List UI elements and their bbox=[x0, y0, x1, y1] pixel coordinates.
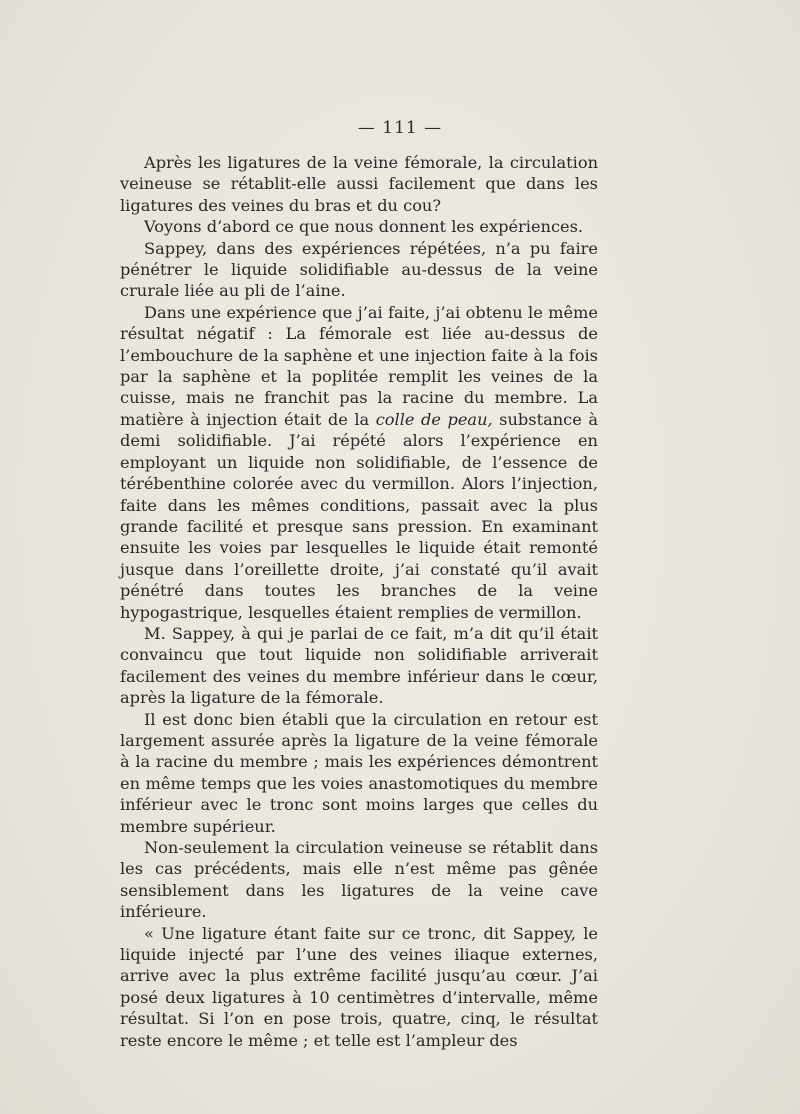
paragraph bbox=[120, 302, 598, 623]
paragraph: Après les ligatures de la veine fémorale, la circulation veineuse se rétablit-elle aussi facilement que dans les ligatures des veines du bras et du cou? bbox=[120, 153, 598, 215]
paragraph-text: Dans une expérience que j’ai faite, j’ai obtenu le même résultat négatif : La fémorale est liée au-dessus de l’embouchure de la saphène et une injection faite à la fois par la saphène et la poplitée remplit les veines de la cuisse, mais ne franchit pas la racine du membre. La matière à injection était de la bbox=[120, 302, 598, 429]
paragraph: Non-seulement la circulation veineuse se rétablit dans les cas précédents, mais elle n’est même pas gênée sensiblement dans les ligatures de la veine cave inférieure. bbox=[120, 838, 598, 922]
italic-term: colle de peau, bbox=[375, 409, 493, 429]
paragraph: Voyons d’abord ce que nous donnent les expériences. bbox=[144, 217, 584, 237]
paragraph-text: substance à demi solidifiable. J’ai répété alors l’expérience en employant un liquide non solidifiable, de l’essence de térébenthine colorée avec du vermillon. Alors l’injection, faite dans les mêmes conditions, passait avec la plus grande facilité et presque sans pression. En examinant ensuite les voies par lesquelles le liquide était remonté jusque dans l’oreillette droite, j’ai constaté qu’il avait pénétré dans toutes les branches de la veine hypogastrique, lesquelles étaient remplies de vermillon. bbox=[120, 409, 598, 622]
paragraph: Sappey, dans des expériences répétées, n’a pu faire pénétrer le liquide solidifiable au-dessus de la veine crurale liée au pli de l’aine. bbox=[120, 238, 598, 301]
page-body bbox=[120, 152, 598, 1051]
paragraph: M. Sappey, à qui je parlai de ce fait, m’a dit qu’il était convaincu que tout liquide non solidifiable arriverait facilement des veines du membre inférieur dans le cœur, après la ligature de la fémorale. bbox=[120, 623, 598, 708]
page-number: — 111 — bbox=[357, 118, 443, 138]
paragraph: Il est donc bien établi que la circulation en retour est largement assurée après la ligature de la veine fémorale à la racine du membre ; mais les expériences démontrent en même temps que les voies anastomotiques du membre inférieur avec le tronc sont moins larges que celles du membre supérieur. bbox=[120, 709, 598, 836]
paragraph: « Une ligature étant faite sur ce tronc, dit Sappey, le liquide injecté par l’une des veines iliaque externes, arrive avec la plus extrême facilité jusqu’au cœur. J’ai posé deux ligatures à 10 centimètres d’intervalle, même résultat. Si l’on en pose trois, quatre, cinq, le résultat reste encore le même ; et telle est l’ampleur des bbox=[120, 923, 598, 1050]
